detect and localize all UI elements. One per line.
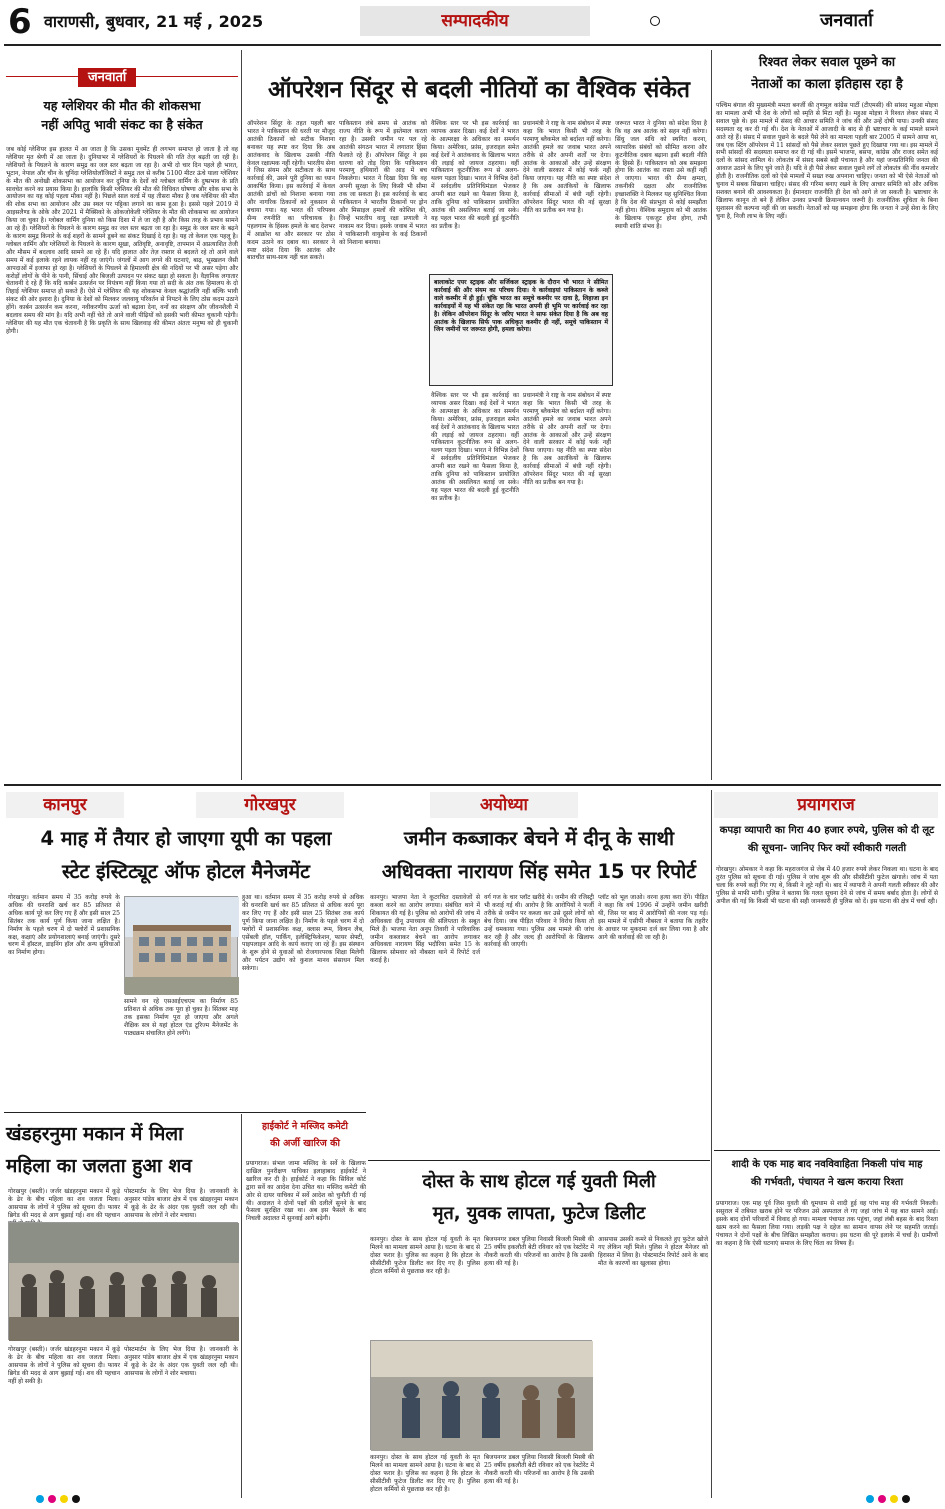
band-kanpur: कानपुर	[6, 792, 124, 818]
brand: जनवार्ता	[820, 10, 873, 31]
editorial-col-1: ऑपरेशन सिंदूर के तहत पहली बार भारत ने पाकिस्तान की धरती पर मौजूद आतंकी ठिकानों को सटीक निशाना बनाकर यह स्पष्ट कर दिया कि अब आतंकवाद के खिलाफ उसकी नीति केवल रक्षात्मक नहीं रहेगी। भारतीय सेना ने जिस संयम और सटीकता के साथ कार्रवाई की, उसने पूरी दुनिया का ध्यान आकर्षित किया। इस कार्रवाई में केवल आतंकी ढांचों को निशाना बनाया गया और नागरिक ठिकानों को नुकसान से बचाया गया। यह भारत की परिपक्व सैन्य रणनीति का परिचायक है। पहलगाम के हिंसक हमले के बाद देशभर में आक्रोश था और सरकार पर ठोस कदम उठाने का दबाव था। सरकार ने स्पष्ट संदेश दिया कि आतंक और बातचीत साथ-साथ नहीं चल सकते।	[247, 120, 335, 262]
khandhar-col-1: गोरखपुर (बस्ती)। जर्जर खंडहरनुमा मकान में कूड़े के ढेर के बीच महिला का शव जलता मिला। आसपास के लोगों ने पुलिस को सूचना दी। फायर ब्रिगेड की मदद से आग बुझाई गई। शव की पहचान	[8, 1188, 120, 1219]
page-number: 6	[8, 2, 32, 42]
section-title: सम्पादकीय	[360, 6, 590, 36]
khandhar-title-line-2: महिला का जलता हुआ शव	[6, 1155, 192, 1177]
ayodhya-col-2: वर्ग गज के चार प्लॉट खरीदे थे। जमीन की रजिस्ट्री भी कराई गई थी। आरोप है कि आरोपियों ने फर्जी तरीके से जमीन पर कब्जा कर उसे दूसरे लोगों को बेच दिया। जब पीड़ित परिवार ने विरोध किया तो उन्हें धमकाया गया। पुलिस अब मामले की जांच कर रही है और जल्द ही आरोपियों के खिलाफ कार्रवाई की जाएगी।	[484, 894, 594, 949]
kanpur-title	[6, 822, 366, 890]
left-article-title-line-1: यह ग्लेशियर की मौत की शोकसभा	[43, 98, 201, 113]
hotel-col-3: आसपास उसकी कमरे से निकलते हुए फुटेज खोजे गए लेकिन नहीं मिले। पुलिस ने होटल मैनेजर को हिरासत में लिया है। पोस्टमार्टम रिपोर्ट आने के बाद मौत के कारणों का खुलासा होगा।	[598, 1236, 708, 1267]
hotel-col-2: बिजयनगर डबल पुलिया निवासी बिजली मिस्त्री की 25 वर्षीय इकलौती बेटी रविवार को एक रेस्टोरेंट में नौकरी करती थी। परिजनों का आरोप है कि उसकी हत्या की गई है।	[484, 1236, 594, 1267]
editorial-col-2: पाकिस्तान लंबे समय से आतंक को राज्य नीति के रूप में इस्तेमाल करता रहा है। उसकी जमीन पर पल रहे आतंकी संगठन भारत में लगातार हिंसा फैलाते रहे हैं। ऑपरेशन सिंदूर ने इस धारणा को तोड़ दिया कि पाकिस्तान परमाणु हथियारों की आड़ में बच निकलेगा। भारत ने दिखा दिया कि वह अपनी सुरक्षा के लिए किसी भी सीमा तक जा सकता है। इस कार्रवाई के बाद पाकिस्तान ने भारतीय ठिकानों पर ड्रोन और मिसाइल हमलों की कोशिश की, जिन्हें भारतीय वायु रक्षा प्रणाली ने नाकाम कर दिया। इसके जवाब में भारत ने पाकिस्तानी वायुसेना के कई ठिकानों को निशाना बनाया।	[339, 120, 427, 246]
column-tag-label: जनवार्ता	[78, 68, 136, 87]
kanpur-col-2: सामने वन रहे एसआईएचएम का निर्माण 85 प्रतिशत से अधिक तक पूरा हो चुका है। सिंतबर माह तक इसका निर्माण पूरा हो जाएगा और अगले शैक्षिक सत्र से यहां होटल एंड टूरिज्म मैनेजमेंट के पाठ्यक्रम संचालित होने लगेंगे।	[124, 998, 238, 1037]
police-photo	[370, 1340, 592, 1450]
editorial-col-4-continued: प्रधानमंत्री ने राष्ट्र के नाम संबोधन में स्पष्ट कहा कि भारत किसी भी तरह के परमाणु ब्लैकमेल को बर्दाश्त नहीं करेगा। आतंकी हमले का जवाब भारत अपने तरीके से और अपनी शर्तों पर देगा। आतंक के आकाओं और उन्हें संरक्षण देने वाली सरकार में कोई फर्क नहीं किया जाएगा। यह नीति का स्पष्ट संदेश है कि अब आतंकियों के खिलाफ कार्रवाई सीमाओं में बंधी नहीं रहेगी। ऑपरेशन सिंदूर भारत की नई सुरक्षा नीति का प्रतीक बन गया है।	[523, 392, 611, 486]
khandhar-col-1-cont: गोरखपुर (बस्ती)। जर्जर खंडहरनुमा मकान में कूड़े के ढेर के बीच महिला का शव जलता मिला। आसपास के लोगों ने पुलिस को सूचना दी। फायर ब्रिगेड की मदद से आग बुझाई गई। शव की पहचान नहीं हो सकी है।	[8, 1346, 120, 1385]
pull-quote-text: बालाकोट एयर स्ट्राइक और सर्जिकल स्ट्राइक के दौरान भी भारत ने सीमित कार्रवाई की और संयम का परिचय दिया। ये कार्रवाइयां पाकिस्तान के कब्जे वाले कश्मीर में ही हुईं। चूंकि भारत का समूचे कश्मीर पर दावा है, लिहाजा इन कार्रवाइयों में यह भी संकेत रहा कि भारत अपनी ही भूमि पर कार्रवाई कर रहा है। लेकिन ऑपरेशन सिंदूर के जरिए भारत ने साफ संकेत दिया है कि अब वह आतंक के खिलाफ सिर्फ पाक अधिकृत कश्मीर ही नहीं, समूचे पाकिस्तान में जिन जमीनों पर जरूरत होगी, हमला करेगा।	[434, 279, 608, 334]
khandhar-title	[6, 1118, 238, 1184]
registration-strip-icon	[0, 1493, 945, 1505]
editorial-col-4: प्रधानमंत्री ने राष्ट्र के नाम संबोधन में स्पष्ट कहा कि भारत किसी भी तरह के परमाणु ब्लैकमेल को बर्दाश्त नहीं करेगा। आतंकी हमले का जवाब भारत अपने तरीके से और अपनी शर्तों पर देगा। आतंक के आकाओं और उन्हें संरक्षण देने वाली सरकार में कोई फर्क नहीं किया जाएगा। यह नीति का स्पष्ट संदेश है कि अब आतंकियों के खिलाफ कार्रवाई सीमाओं में बंधी नहीं रहेगी। ऑपरेशन सिंदूर भारत की नई सुरक्षा नीति का प्रतीक बन गया है।	[523, 120, 611, 214]
right-article-title-line-1: रिश्वत लेकर सवाल पूछने का	[758, 55, 896, 70]
band-gorakhpur: गोरखपुर	[196, 792, 344, 818]
color-registration-bar	[0, 1490, 945, 1502]
khandhar-title-line-1: खंडहरनुमा मकान में मिला	[6, 1123, 184, 1145]
masjid-title	[244, 1118, 366, 1156]
ayodhya-title	[368, 822, 710, 890]
main-editorial-title: ऑपरेशन सिंदूर से बदली नीतियों का वैश्विक संकेत	[267, 77, 691, 103]
masjid-title-line-1: हाईकोर्ट ने मस्जिद कमेटी	[261, 1121, 349, 1132]
crowd-photo	[8, 1222, 238, 1340]
registration-mark-icon	[650, 16, 660, 26]
prayagraj-bottom-title-line-2: की गर्भवती, पंचायत ने खत्म कराया रिश्ता	[750, 1177, 904, 1188]
kanpur-title-line-1: 4 माह में तैयार हो जाएगा यूपी का पहला	[40, 827, 332, 850]
editorial-col-3: वैश्विक स्तर पर भी इस कार्रवाई का व्यापक असर दिखा। कई देशों ने भारत के आत्मरक्षा के अधिकार का समर्थन किया। अमेरिका, फ्रांस, इजराइल समेत कई देशों ने आतंकवाद के खिलाफ भारत की लड़ाई को जायज ठहराया। वहीं पाकिस्तान कूटनीतिक रूप से अलग-थलग पड़ता दिखा। भारत ने विभिन्न देशों में सर्वदलीय प्रतिनिधिमंडल भेजकर अपनी बात रखने का फैसला किया है, ताकि दुनिया को पाकिस्तान प्रायोजित आतंक की असलियत बताई जा सके। यह पहल भारत की बदली हुई कूटनीति का प्रतीक है।	[431, 120, 519, 230]
kanpur-col-3: हुआ था। वर्तमान समय में 35 करोड़ रुपये से अधिक की धनराशि खर्च कर 85 प्रतिशत से अधिक कार्य पूरा कर लिए गए हैं और इसी साल 25 सितंबर तक कार्य पूर्ण किया जाना लक्षित है। निर्माण के पहले चरण में दो फ्लोरों में प्रशासनिक कक्ष, क्लास रूम, किचन लैब, एसेंबली हॉल, पार्किंग, इलेक्ट्रिफिकेशन, फायर सेफ्टी, पाइपलाइन आदि के कार्य कराए जा रहे हैं। इस संस्थान के शुरू होने से युवाओं को रोजगारपरक शिक्षा मिलेगी और पर्यटन उद्योग को कुशल मानव संसाधन मिल सकेगा।	[242, 894, 364, 973]
hotel-col-1-cont: कानपुर। दोस्त के साथ होटल गई युवती के मृत मिलने का मामला सामने आया है। घटना के बाद से दोस्त फरार है। पुलिस का कहना है कि होटल के सीसीटीवी फुटेज डिलीट कर दिए गए हैं। पुलिस होटल कर्मियों से पूछताछ कर रही है।	[370, 1454, 480, 1493]
police-illustration	[371, 1341, 593, 1451]
dateline: वाराणसी, बुधवार, 21 मई , 2025	[44, 12, 264, 31]
right-article-body: पश्चिम बंगाल की मुख्यमंत्री ममता बनर्जी की तृणमूल कांग्रेस पार्टी (टीएमसी) की सांसद महुआ मोइत्रा का मामला अभी भी देश के लोगों को स्मृति से मिटा नहीं है। महुआ मोइत्रा ने रिश्वत लेकर संसद में सवाल पूछे थे। इस मामले में संसद की आचार समिति ने जांच की और उन्हें दोषी पाया। उनकी संसद सदस्यता रद्द कर दी गई थी। देश के नेताओं में आजादी के बाद से ही भ्रष्टाचार के कई मामले सामने आते रहे हैं। संसद में सवाल पूछने के बदले पैसे लेने का मामला पहली बार 2005 में सामने आया था, जब एक स्टिंग ऑपरेशन में 11 सांसदों को पैसे लेकर सवाल पूछते हुए दिखाया गया था। इस मामले में सभी सांसदों की सदस्यता समाप्त कर दी गई थी। इसमें भाजपा, बसपा, कांग्रेस और राजद समेत कई दलों के सांसद शामिल थे। लोकतंत्र में संसद सबसे बड़ी पंचायत है और यहां जनप्रतिनिधि जनता की आवाज उठाने के लिए चुने जाते हैं। यदि वे ही पैसे लेकर सवाल पूछने लगें तो लोकतंत्र की नींव कमजोर होती है। राजनीतिक दलों को ऐसे मामलों में सख्त रुख अपनाना चाहिए। जनता को भी ऐसे नेताओं को चुनाव में सबक सिखाना चाहिए। संसद की गरिमा बनाए रखने के लिए आचार समिति को और अधिक सशक्त बनाने की आवश्यकता है। ईमानदार राजनीति ही देश को आगे ले जा सकती है। भ्रष्टाचार के खिलाफ कानून तो बने हैं लेकिन उनका प्रभावी क्रियान्वयन जरूरी है। राजनीतिक शुचिता के बिना सुशासन की कल्पना नहीं की जा सकती। नेताओं को यह समझना होगा कि जनता ने उन्हें सेवा के लिए चुना है, निजी लाभ के लिए नहीं।	[716, 102, 938, 220]
right-article-title	[714, 52, 940, 98]
left-article-body: जब कोई ग्लेशियर इस हालत में आ जाता है कि उसका मूवमेंट ही लगभग समाप्त हो जाता है तो वह ग्लेशियर मृत श्रेणी में आ जाता है। दुनियाभर में ग्लेशियरों के पिघलने की गति तेज़ बढ़ती जा रही है। ग्लेशियरों के पिघलने के कारण समुद्र का जल स्तर बढ़ता जा रहा है। अभी दो चार दिन पहले ही भारत, भूटान, नेपाल और चीन के चुनिंदा ग्लेशियोलॉजिस्टों ने समुद्र तल से करीब 5100 मीटर ऊंचे याला ग्लेशियर के मौत की अनोखी शोकसभा का आयोजन कर दुनिया के देशों को ग्लोबल वार्मिंग के दुष्प्रभाव के प्रति सावचेत करने का प्रयास किया है। हालांकि किसी ग्लेशियर की मौत की विधिवत घोषणा और शोक सभा के आयोजन का यह कोई पहला मौका नहीं है। पिछले साल वर्ल्ड में यह तीसरा मौका है जब ग्लेशियर की मौत की शोक सभा का आयोजन और उस स्थल पर पट्टिका लगाने का काम हुआ है। इससे पहले 2019 में आइसलैण्ड के ओके और 2021 में मैक्सिको के ओकजोकेली ग्लेशियर के मौत की शोकसभा का आयोजन किया जा चुका है। ग्लोबल वार्मिंग दुनिया को किस दिशा में ले जा रही है और किस तरह के प्रभाव सामने आ रहे हैं। ग्लेशियरों के पिघलने के कारण समुद्र का जल स्तर बढ़ता जा रहा है। समुद्र के जल स्तर के बढ़ने के कारण समुद्र किनारे के कई शहरों के सामने डूबने का संकट दिखाई दे रहा है। यह तो केवल एक पहलू है। ग्लोबल वार्मिंग और ग्लेशियरों के पिघलने के कारण सूखा, अतिवृष्टि, अनावृष्टि, तापमान में अप्रत्याशित तेजी और मौसम में बदलाव आदि सामने आ रहे हैं। यदि हालात और तेज़ रफ़्तार से बदलते रहे तो आने वाले समय में कई इलाके रहने लायक नहीं रह जाएंगे। जंगलों में आग लगने की घटनाएं, बाढ़, भूस्खलन जैसी आपदाओं में इजाफा हो रहा है। ग्लेशियरों के पिघलने से हिमालयी क्षेत्र की नदियों पर भी असर पड़ेगा और करोड़ों लोगों के पीने के पानी, सिंचाई और बिजली उत्पादन पर संकट खड़ा हो सकता है। वैज्ञानिक लगातार चेतावनी दे रहे हैं कि यदि कार्बन उत्सर्जन पर नियंत्रण नहीं किया गया तो सदी के अंत तक हिमालय के दो तिहाई ग्लेशियर समाप्त हो सकते हैं। ऐसे में ग्लेशियर की यह शोकसभा केवल श्रद्धांजलि नहीं बल्कि भावी संकट की ओर इशारा है। दुनिया के देशों को मिलकर जलवायु परिवर्तन से निपटने के लिए ठोस कदम उठाने होंगे। कार्बन उत्सर्जन कम करना, नवीकरणीय ऊर्जा को बढ़ावा देना, वनों का संरक्षण और जीवनशैली में बदलाव समय की मांग है। यदि अभी नहीं चेते तो आने वाली पीढ़ियों को इसकी भारी कीमत चुकानी पड़ेगी। ग्लेशियर की यह मौत एक चेतावनी है कि प्रकृति के साथ खिलवाड़ की कीमत अंततः मनुष्य को ही चुकानी होगी।	[6, 146, 238, 335]
hotel-title-line-2: मृत, युवक लापता, फुटेज डिलीट	[432, 1203, 646, 1224]
prayagraj-bottom-title-line-1: शादी के एक माह बाद नवविवाहिता निकली पांच माह	[731, 1159, 923, 1170]
hotel-col-2-cont: बिजयनगर डबल पुलिया निवासी बिजली मिस्त्री की 25 वर्षीय इकलौती बेटी रविवार को एक रेस्टोरेंट में नौकरी करती थी। परिजनों का आरोप है कि उसकी हत्या की गई है।	[484, 1454, 594, 1485]
band-ayodhya: अयोध्या	[430, 792, 578, 818]
prayagraj-top-title	[714, 822, 940, 862]
prayagraj-top-title-line-1: कपड़ा व्यापारी का गिरा 40 हजार रुपये, पुलिस को दी लूट	[719, 825, 935, 836]
pull-quote-box	[429, 274, 613, 386]
building-photo	[124, 896, 238, 994]
ayodhya-col-1: कानपुर। भाजपा नेता ने कूटरचित दस्तावेजों से कब्जा करने का आरोप लगाया। संबंधित थाने में शिकायत की गई है। पुलिस को आरोपों की जांच में अधिवक्ता दीनू उपाध्याय की संलिप्तता के सबूत मिले हैं। भाजपा नेता अनूप तिवारी ने पारिवारिक जमीन कब्जाकर बेचने का आरोप लगाकर अधिवक्ता नारायण सिंह भदौरिया समेत 15 के खिलाफ सोमवार को नौबस्ता थाने में रिपोर्ट दर्ज कराई है।	[370, 894, 480, 965]
editorial-col-3-continued: वैश्विक स्तर पर भी इस कार्रवाई का व्यापक असर दिखा। कई देशों ने भारत के आत्मरक्षा के अधिकार का समर्थन किया। अमेरिका, फ्रांस, इजराइल समेत कई देशों ने आतंकवाद के खिलाफ भारत की लड़ाई को जायज ठहराया। वहीं पाकिस्तान कूटनीतिक रूप से अलग-थलग पड़ता दिखा। भारत ने विभिन्न देशों में सर्वदलीय प्रतिनिधिमंडल भेजकर अपनी बात रखने का फैसला किया है, ताकि दुनिया को पाकिस्तान प्रायोजित आतंक की असलियत बताई जा सके। यह पहल भारत की बदली हुई कूटनीति का प्रतीक है।	[431, 392, 519, 502]
khandhar-col-2-cont: पोस्टमार्टम के लिए भेज दिया है। जानकारी के अनुसार पांडेय बाजार क्षेत्र में एक खंडहरनुमा मकान में कूड़े के ढेर के अंदर एक युवती जल रही थी। आसपास के लोगों ने शोर मचाया।	[124, 1346, 238, 1377]
ayodhya-col-3: प्लॉट को भूल जाओ। वरना हत्या करा देंगे। पीड़ित ने कहा कि वर्ष 1996 में उन्होंने जमीन खरीदी थी, जिस पर बाद में आरोपियों की नजर पड़ गई। इस मामले में एसीपी नौबस्ता ने बताया कि तहरीर के आधार पर मुकदमा दर्ज कर लिया गया है और आगे की कार्रवाई की जा रही है।	[598, 894, 708, 941]
building-illustration	[125, 897, 239, 995]
editorial-col-5: जरूरत भारत ने दुनिया को संदेश दिया है कि वह अब आतंक को सहन नहीं करेगा। सिंधु जल संधि को स्थगित करना, व्यापारिक संबंधों को सीमित करना और कूटनीतिक दबाव बढ़ाना इसी बदली नीति के हिस्से हैं। पाकिस्तान को अब समझना होगा कि आतंक का रास्ता उसे कहीं नहीं ले जाएगा। भारत की सैन्य क्षमता, तकनीकी दक्षता और राजनीतिक इच्छाशक्ति ने मिलकर यह सुनिश्चित किया है कि देश की संप्रभुता से कोई समझौता नहीं होगा। वैश्विक समुदाय को भी आतंक के खिलाफ एकजुट होना होगा, तभी स्थायी शांति संभव है।	[615, 120, 707, 230]
hotel-title-line-1: दोस्त के साथ होटल गई युवती मिली	[422, 1171, 656, 1192]
ayodhya-title-line-1: जमीन कब्जाकर बेचने में दीनू के साथी	[403, 827, 675, 850]
band-prayagraj: प्रयागराज	[714, 792, 938, 818]
prayagraj-bottom-body: प्रयागराज। एक माह पूर्व जिस युवती की धूमधाम से शादी हुई वह पांच माह की गर्भवती निकली। ससुराल में तबियत खराब होने पर परिजन उसे अस्पताल ले गए जहां जांच में यह बात सामने आई। इसके बाद दोनों परिवारों में विवाद हो गया। मामला पंचायत तक पहुंचा, जहां लंबी बहस के बाद रिश्ता खत्म करने का फैसला लिया गया। लड़की पक्ष ने दहेज का सामान वापस लेने पर सहमति जताई। पंचायत ने दोनों पक्षों के बीच लिखित समझौता कराया। इस घटना की पूरे इलाके में चर्चा है। ग्रामीणों का कहना है कि ऐसी घटनाएं समाज के लिए चिंता का विषय हैं।	[716, 1200, 938, 1247]
prayagraj-top-title-line-2: की सूचना- जानिए फिर क्यों स्वीकारी गलती	[747, 843, 907, 854]
prayagraj-top-body: गोरखपुर। ओमकार ने कहा कि महराजगंज से जेब में 40 हजार रुपये लेकर निकला था। घटना के बाद तुरंत पुलिस को सूचना दी गई। पुलिस ने जांच शुरू की और सीसीटीवी फुटेज खंगाले। जांच में पता चला कि रुपये कहीं गिर गए थे, किसी ने लूटे नहीं थे। बाद में व्यापारी ने अपनी गलती स्वीकार की और पुलिस से माफी मांगी। पुलिस ने बताया कि गलत सूचना देने से जांच में समय बर्बाद होता है। लोगों से अपील की गई कि किसी भी घटना की सही जानकारी ही पुलिस को दें। इस घटना की क्षेत्र में चर्चा रही।	[716, 866, 938, 905]
ayodhya-title-line-2: अधिवक्ता नारायण सिंह समेत 15 पर रिपोर्ट	[381, 860, 697, 883]
left-article-title	[6, 96, 238, 142]
khandhar-col-2: पोस्टमार्टम के लिए भेज दिया है। जानकारी के अनुसार पांडेय बाजार क्षेत्र में एक खंडहरनुमा मकान में कूड़े के ढेर के अंदर एक युवती जल रही थी। आसपास के लोगों ने शोर मचाया।	[124, 1188, 238, 1219]
crowd-illustration	[9, 1223, 239, 1341]
hotel-title	[368, 1166, 710, 1232]
left-article-title-line-2: नहीं अपितु भावी संकट का है संकेत	[41, 117, 203, 132]
prayagraj-bottom-title	[714, 1156, 940, 1196]
masjid-title-line-2: की अर्जी खारिज की	[270, 1138, 340, 1149]
hotel-col-1: कानपुर। दोस्त के साथ होटल गई युवती के मृत मिलने का मामला सामने आया है। घटना के बाद से दोस्त फरार है। पुलिस का कहना है कि होटल के सीसीटीवी फुटेज डिलीट कर दिए गए हैं। पुलिस होटल कर्मियों से पूछताछ कर रही है।	[370, 1236, 480, 1275]
kanpur-title-line-2: स्टेट इंस्टिट्यूट ऑफ होटल मैनेजमेंट	[62, 860, 310, 883]
masthead	[0, 0, 945, 44]
kanpur-col-1: गोरखपुर। वर्तमान समय में 35 करोड़ रुपये के अधिक की धनराशि खर्च कर 85 प्रतिशत से अधिक कार्य पूरे कर लिए गए हैं और इसी साल 25 सितंबर तक कार्य पूर्ण किया जाना लक्षित है। निर्माण के पहले चरण में दो फ्लोरों में प्रशासनिक कक्ष, कक्षाएं और प्रयोगशालाएं बनाई जाएंगी। दूसरे चरण में हॉस्टल, डाइनिंग हॉल और अन्य सुविधाओं का निर्माण होगा।	[8, 894, 120, 957]
right-article-title-line-2: नेताओं का काला इतिहास रहा है	[751, 77, 903, 92]
left-column	[6, 50, 238, 782]
masjid-body: प्रयागराज। संभल जामा मस्जिद के सर्वे के खिलाफ दाखिल पुनरीक्षण याचिका इलाहाबाद हाईकोर्ट ने खारिज कर दी है। हाईकोर्ट ने कहा कि सिविल कोर्ट द्वारा सर्वे का आदेश देना उचित था। मस्जिद कमेटी की ओर से दायर याचिका में सर्वे आदेश को चुनौती दी गई थी। अदालत ने दोनों पक्षों की दलीलें सुनने के बाद फैसला सुरक्षित रखा था। अब इस फैसले के बाद निचली अदालत में सुनवाई आगे बढ़ेगी।	[246, 1160, 366, 1223]
